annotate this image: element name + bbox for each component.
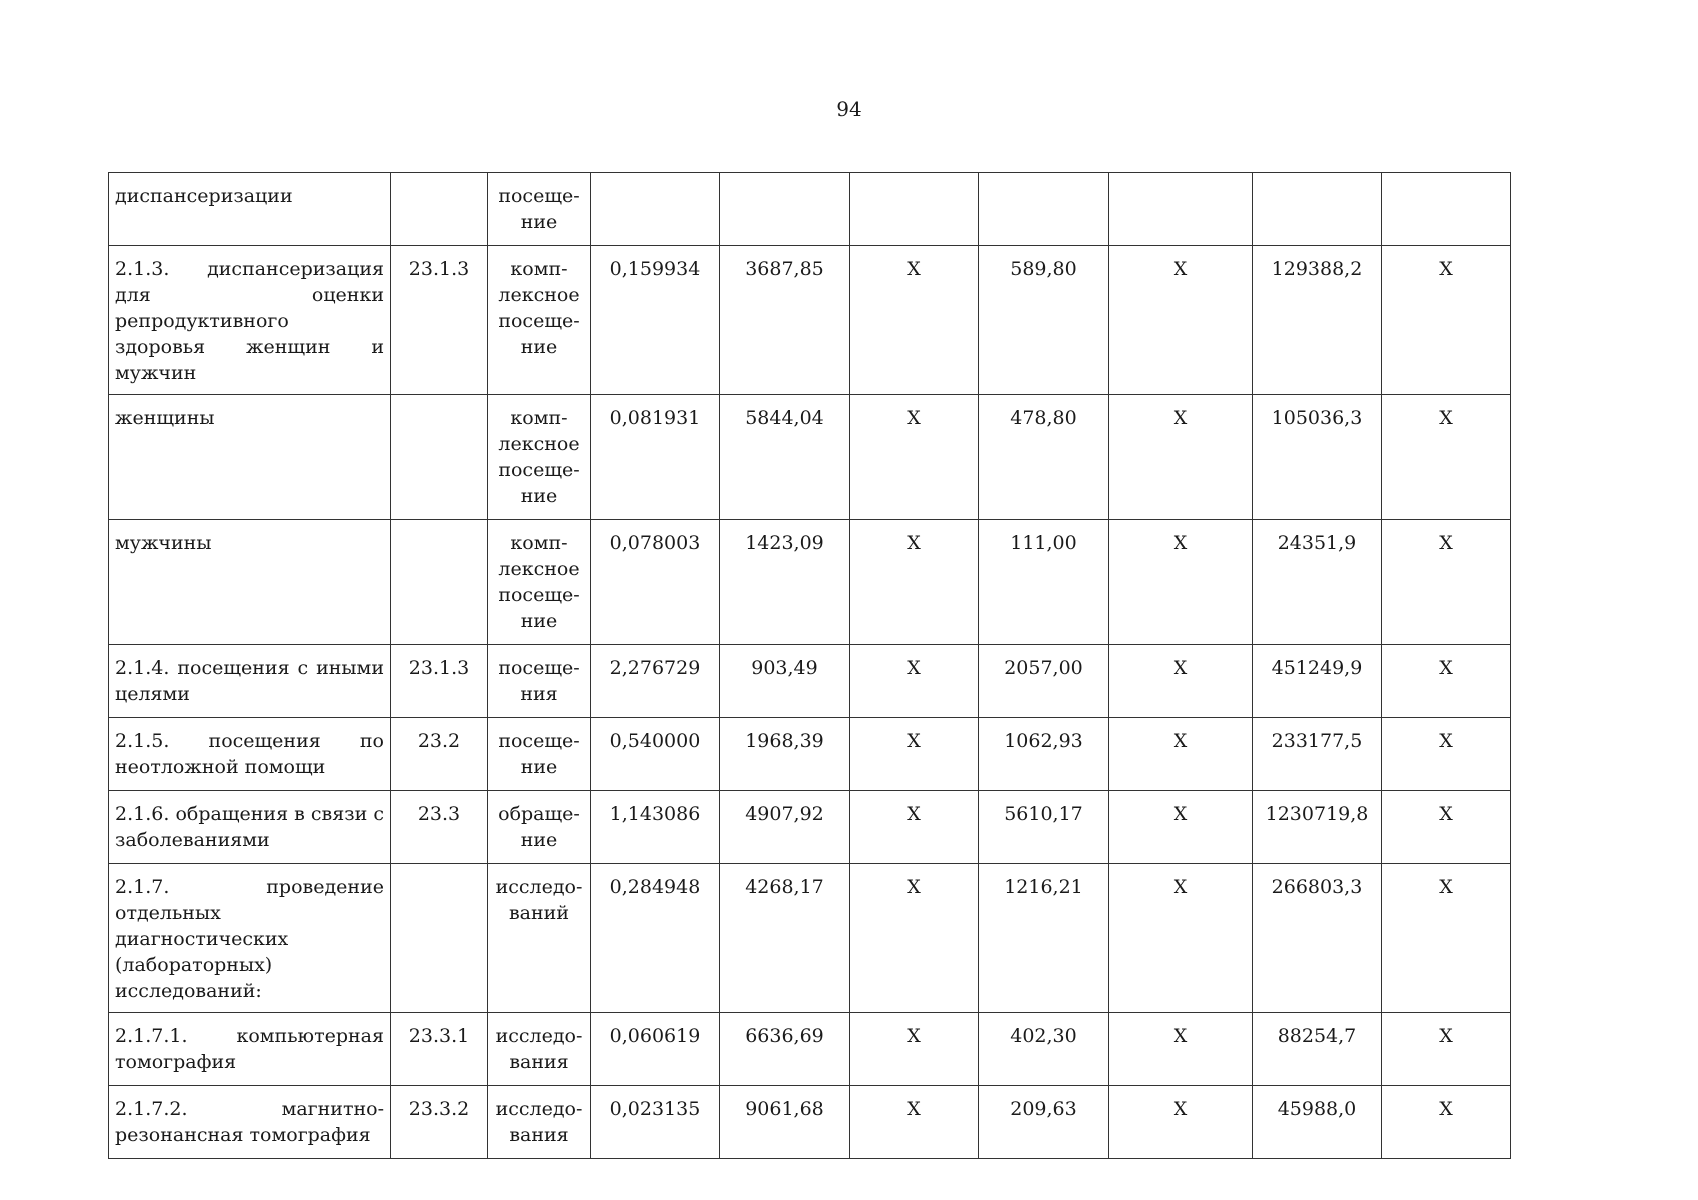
ratio-cell: 0,078003 [591,520,720,645]
unit-cell [488,173,591,246]
amount-cell [979,173,1109,246]
data-table [108,172,1511,1159]
unit-cell [488,645,591,718]
x-cell-b: X [1109,395,1253,520]
amount-cell: 478,80 [979,395,1109,520]
x-cell-c: X [1382,645,1511,718]
x-cell-c [1382,173,1511,246]
table-body [109,173,1511,1159]
ratio-cell: 2,276729 [591,645,720,718]
unit-line: посеще- [498,584,580,606]
unit-line: исследо- [495,876,583,898]
unit-line: ние [520,211,558,233]
unit-cell [488,1086,591,1159]
unit-line: ние [520,336,558,358]
unit-line: посеще- [498,459,580,481]
cost-cell: 4268,17 [720,864,850,1013]
unit-line: вания [509,1124,569,1146]
x-cell-b: X [1109,1086,1253,1159]
unit-line: ния [520,683,558,705]
table-row [109,864,1511,1013]
row-name-cell: 2.1.4. посещения с иными целями [109,645,391,718]
x-cell-c: X [1382,718,1511,791]
x-cell-a: X [850,1013,979,1086]
x-cell-a: X [850,395,979,520]
code-cell: 23.2 [391,718,488,791]
x-cell-c: X [1382,395,1511,520]
amount-cell: 589,80 [979,246,1109,395]
row-name-cell: диспансеризации [109,173,391,246]
unit-line: комп- [510,532,568,554]
unit-line: ние [520,756,558,778]
cost-cell: 4907,92 [720,791,850,864]
x-cell-c: X [1382,246,1511,395]
ratio-cell: 0,081931 [591,395,720,520]
ratio-cell: 1,143086 [591,791,720,864]
unit-cell [488,791,591,864]
table-row [109,791,1511,864]
x-cell-b: X [1109,246,1253,395]
unit-line: обраще- [498,803,580,825]
row-name-cell: 2.1.7.2. магнитно-резонансная томография [109,1086,391,1159]
table-row [109,173,1511,246]
unit-line: ние [520,485,558,507]
unit-line: лексное [498,558,580,580]
row-name-cell: мужчины [109,520,391,645]
unit-line: ние [520,829,558,851]
ratio-cell: 0,023135 [591,1086,720,1159]
code-cell [391,395,488,520]
table-row [109,246,1511,395]
x-cell-b: X [1109,864,1253,1013]
row-name-cell: 2.1.5. посещения по неотложной помощи [109,718,391,791]
cost-cell: 3687,85 [720,246,850,395]
unit-line: ваний [508,902,569,924]
x-cell-c: X [1382,520,1511,645]
code-cell [391,864,488,1013]
x-cell-a: X [850,520,979,645]
table-row [109,395,1511,520]
total-cell: 233177,5 [1253,718,1382,791]
x-cell-b: X [1109,791,1253,864]
code-cell: 23.1.3 [391,645,488,718]
code-cell: 23.3 [391,791,488,864]
ratio-cell: 0,284948 [591,864,720,1013]
page-number: 94 [836,97,862,121]
table-row [109,718,1511,791]
amount-cell: 209,63 [979,1086,1109,1159]
table-row [109,1086,1511,1159]
table-row [109,645,1511,718]
unit-line: лексное [498,284,580,306]
ratio-cell: 0,159934 [591,246,720,395]
unit-line: комп- [510,407,568,429]
x-cell-b [1109,173,1253,246]
amount-cell: 111,00 [979,520,1109,645]
unit-cell [488,864,591,1013]
x-cell-a: X [850,791,979,864]
amount-cell: 5610,17 [979,791,1109,864]
unit-cell [488,1013,591,1086]
unit-line: исследо- [495,1025,583,1047]
x-cell-c: X [1382,1013,1511,1086]
unit-cell [488,520,591,645]
code-cell [391,520,488,645]
ratio-cell [591,173,720,246]
total-cell: 266803,3 [1253,864,1382,1013]
unit-cell [488,718,591,791]
unit-line: комп- [510,258,568,280]
total-cell: 105036,3 [1253,395,1382,520]
x-cell-a: X [850,645,979,718]
unit-line: посеще- [498,657,580,679]
table-row [109,1013,1511,1086]
x-cell-a: X [850,864,979,1013]
total-cell: 451249,9 [1253,645,1382,718]
row-name-cell: 2.1.3. диспансеризация для оценки репродуктивного здоровья женщин и мужчин [109,246,391,395]
unit-line: ние [520,610,558,632]
row-name-cell: 2.1.7. проведение отдельных диагностических (лабораторных) исследований: [109,864,391,1013]
unit-line: исследо- [495,1098,583,1120]
x-cell-a [850,173,979,246]
unit-line: посеще- [498,185,580,207]
cost-cell: 6636,69 [720,1013,850,1086]
code-cell: 23.3.2 [391,1086,488,1159]
x-cell-b: X [1109,645,1253,718]
unit-line: посеще- [498,730,580,752]
x-cell-c: X [1382,1086,1511,1159]
cost-cell: 9061,68 [720,1086,850,1159]
amount-cell: 1216,21 [979,864,1109,1013]
unit-cell [488,395,591,520]
amount-cell: 1062,93 [979,718,1109,791]
row-name-cell: 2.1.6. обращения в связи с заболеваниями [109,791,391,864]
x-cell-a: X [850,246,979,395]
total-cell [1253,173,1382,246]
ratio-cell: 0,060619 [591,1013,720,1086]
table-row [109,520,1511,645]
cost-cell: 1423,09 [720,520,850,645]
total-cell: 1230719,8 [1253,791,1382,864]
x-cell-b: X [1109,520,1253,645]
code-cell: 23.1.3 [391,246,488,395]
unit-cell [488,246,591,395]
x-cell-b: X [1109,1013,1253,1086]
code-cell [391,173,488,246]
total-cell: 24351,9 [1253,520,1382,645]
cost-cell: 1968,39 [720,718,850,791]
code-cell: 23.3.1 [391,1013,488,1086]
x-cell-c: X [1382,864,1511,1013]
cost-cell [720,173,850,246]
x-cell-c: X [1382,791,1511,864]
total-cell: 45988,0 [1253,1086,1382,1159]
unit-line: посеще- [498,310,580,332]
ratio-cell: 0,540000 [591,718,720,791]
row-name-cell: женщины [109,395,391,520]
row-name-cell: 2.1.7.1. компьютерная томография [109,1013,391,1086]
unit-line: лексное [498,433,580,455]
total-cell: 88254,7 [1253,1013,1382,1086]
amount-cell: 402,30 [979,1013,1109,1086]
x-cell-b: X [1109,718,1253,791]
amount-cell: 2057,00 [979,645,1109,718]
unit-line: вания [509,1051,569,1073]
cost-cell: 903,49 [720,645,850,718]
x-cell-a: X [850,718,979,791]
cost-cell: 5844,04 [720,395,850,520]
x-cell-a: X [850,1086,979,1159]
total-cell: 129388,2 [1253,246,1382,395]
